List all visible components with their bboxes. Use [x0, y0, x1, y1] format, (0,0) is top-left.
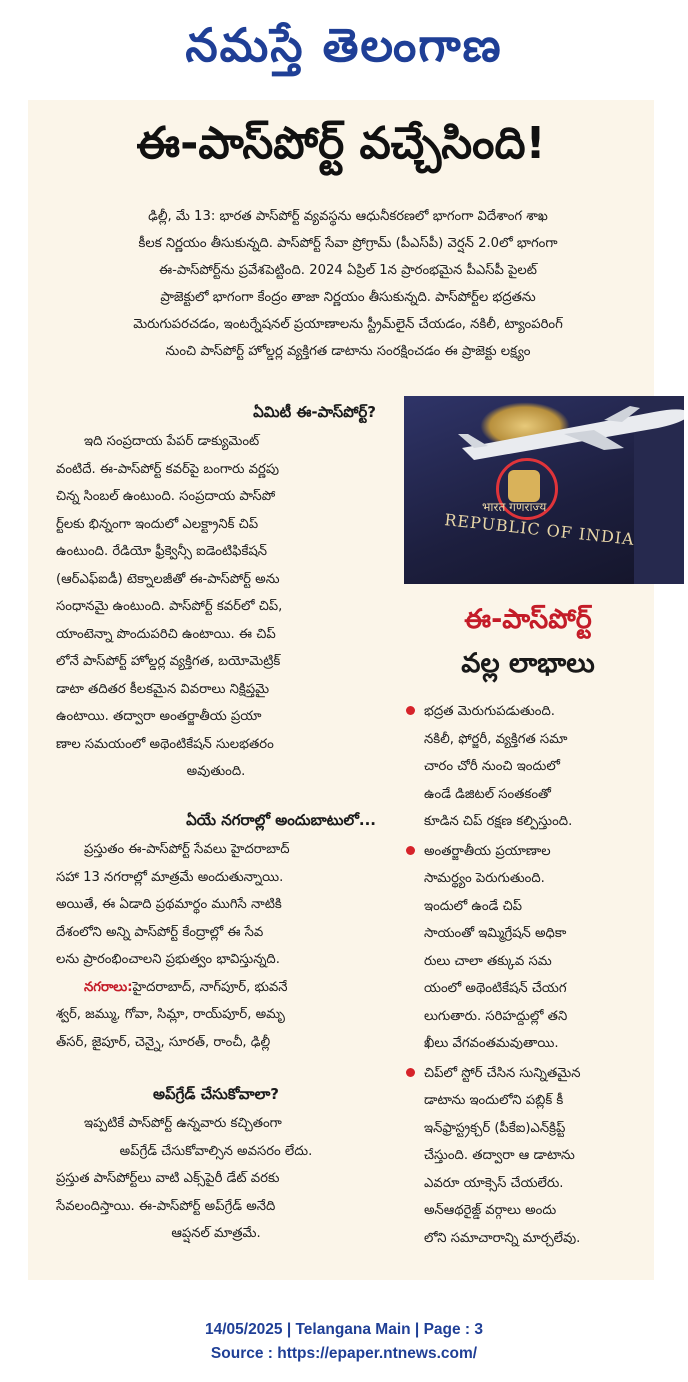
lead-line: ప్రాజెక్టులో భాగంగా కేంద్రం తాజా నిర్ణయం తీసుకున్నది. పాస్‌పోర్ట్‌ల భద్రతను [160, 290, 536, 305]
lead-line: ఢిల్లీ, మే 13: భారత పాస్‌పోర్ట్ వ్యవస్థను ఆధునీకరణలో భాగంగా విదేశాంగ శాఖ [148, 209, 548, 224]
cities-line: త్‌సర్, జైపూర్, చెన్నై, సూరత్, రాంచీ, ఢిల్లీ [56, 1034, 271, 1050]
benefit-line: నకిలీ, ఫోర్జరీ, వ్యక్తిగత సమా [424, 731, 568, 747]
body-line: యాంటెన్నా పొందుపరిచి ఉంటాయి. ఈ చిప్ [56, 626, 276, 642]
benefit-line: ఎవరూ యాక్సెస్ చేయలేరు. [424, 1175, 564, 1191]
body-line: అయితే, ఈ ఏడాది ప్రథమార్థం ముగిసే నాటికి [56, 897, 282, 912]
body-line: ప్రస్తుత పాస్‌పోర్ట్‌లు వాటి ఎక్స్‌పైరీ డేట్ వరకు [56, 1171, 280, 1186]
body-line: ఆప్షనల్ మాత్రమే. [171, 1226, 261, 1241]
newspaper-masthead: నమస్తే తెలంగాణ [185, 18, 503, 72]
body-line: ణాల సమయంలో అథెంటికేషన్ సులభతరం [56, 736, 274, 752]
body-line: డాటా తదితర కీలకమైన వివరాలు నిక్షిప్తమై [56, 681, 270, 697]
body-line: ప్రస్తుతం ఈ-పాస్‌పోర్ట్ సేవలు హైదరాబాద్ [84, 842, 290, 857]
benefit-line: సాయంతో ఇమ్మిగ్రేషన్ అధికా [424, 926, 567, 941]
benefit-line: లుగుతారు. సరిహద్దుల్లో తని [424, 1008, 568, 1024]
benefits-heading [404, 598, 652, 686]
benefit-line: సామర్థ్యం పెరుగుతుంది. [424, 871, 545, 886]
benefits-heading-line1: ఈ-పాస్‌పోర్ట్ [464, 604, 592, 635]
benefit-line: భద్రత మెరుగుపడుతుంది. [424, 704, 555, 719]
benefit-item [404, 1060, 652, 1253]
body-line: సహా 13 నగరాల్లో మాత్రమే అందుతున్నాయి. [56, 869, 284, 885]
benefit-line: ఖీలు వేగవంతమవుతాయి. [424, 1036, 559, 1051]
section-body [56, 1110, 376, 1248]
bullet-icon [406, 846, 415, 855]
section-body [56, 428, 376, 786]
benefit-line: అంతర్జాతీయ ప్రయాణాల [424, 843, 551, 859]
lead-line: నుంచి పాస్‌పోర్ట్ హోల్డర్ల వ్యక్తిగత డాటాను సంరక్షించడం ఈ ప్రాజెక్టు లక్ష్యం [165, 344, 531, 359]
section-heading: అప్‌గ్రేడ్ చేసుకోవాలా? [153, 1085, 279, 1103]
cities-text: హైదరాబాద్, నాగ్‌పూర్, భువనే [132, 979, 288, 995]
benefit-item [404, 838, 652, 1058]
body-line: సంధానమై ఉంటుంది. పాస్‌పోర్ట్ కవర్‌లో చిప్, [56, 599, 283, 614]
benefit-line: లోని సమాచారాన్ని మార్చలేవు. [424, 1230, 581, 1246]
footer-date-line: 14/05/2025 | Telangana Main | Page : 3 [204, 1321, 484, 1338]
lead-line: ఈ-పాస్‌పోర్ట్‌ను ప్రవేశపెట్టింది. 2024 ఏప్రిల్ 1న ప్రారంభమైన పీఎస్‌పీ పైలట్ [159, 263, 537, 278]
footer-source-line[interactable]: Source : https://epaper.ntnews.com/ [210, 1345, 478, 1362]
benefit-line: చేస్తుంది. తద్వారా ఆ డాటాను [424, 1148, 575, 1163]
airplane-icon [454, 404, 684, 464]
bullet-icon [406, 1068, 415, 1077]
body-line: ఇది సంప్రదాయ పేపర్ డాక్యుమెంట్ [84, 434, 260, 449]
section-heading: ఏయే నగరాల్లో అందుబాటులో... [186, 811, 376, 829]
section-upgrade [56, 1078, 376, 1248]
benefits-heading-line2: వల్ల లాభాలు [461, 648, 595, 679]
benefit-line: చిప్‌లో స్టోర్ చేసిన సున్నితమైన [424, 1065, 581, 1081]
section-heading: ఏమిటీ ఈ-పాస్‌పోర్ట్? [253, 403, 376, 421]
body-line: ఉంటాయి. తద్వారా అంతర్జాతీయ ప్రయా [56, 709, 262, 724]
body-line: అవుతుంది. [186, 764, 246, 779]
body-line: దేశంలోని అన్ని పాస్‌పోర్ట్ కేంద్రాల్లో ఈ సేవ [56, 924, 264, 940]
body-line: ర్ట్‌లకు భిన్నంగా ఇందులో ఎలక్ట్రానిక్ చిప్ [56, 516, 259, 532]
body-line: వంటిదే. ఈ-పాస్‌పోర్ట్ కవర్‌పై బంగారు వర్ణపు [56, 461, 279, 477]
benefit-line: అన్‌ఆథరైజ్డ్ వర్గాలు అందు [424, 1203, 557, 1218]
cities-line [56, 974, 376, 1002]
benefit-line: డాటాను ఇందులోని పబ్లిక్ కీ [424, 1093, 564, 1108]
page-footer [0, 1318, 688, 1366]
benefit-line: రులు చాలా తక్కువ సమ [424, 953, 552, 969]
article-headline: ఈ-పాస్‌పోర్ట్ వచ్చేసింది! [136, 118, 546, 169]
benefit-line: చారం చోరీ నుంచి ఇందులో [424, 759, 560, 774]
lead-line: మెరుగుపరచడం, ఇంటర్నేషనల్ ప్రయాణాలను స్ట్రీమ్‌లైన్ చేయడం, నకిలీ, ట్యాంపరింగ్ [133, 317, 563, 332]
body-line: ఇప్పటికే పాస్‌పోర్ట్ ఉన్నవారు కచ్చితంగా [84, 1116, 282, 1131]
benefit-item [404, 698, 652, 836]
body-line: ఉంటుంది. రేడియో ఫ్రీక్వెన్సీ ఐడెంటిఫికేషన్ [56, 544, 268, 559]
section-what-is [56, 396, 376, 786]
benefit-line: యంలో అథెంటికేషన్ చేయగ [424, 981, 567, 996]
article-lead [56, 203, 640, 365]
body-line: చిన్న సింబల్ ఉంటుంది. సంప్రదాయ పాస్‌పో [56, 489, 276, 504]
cities-line: శ్వర్, జమ్ము, గోవా, సిమ్లా, రాయ్‌పూర్, అమృ [56, 1007, 285, 1022]
benefit-line: ఇందులో ఉండే చిప్ [424, 898, 523, 914]
benefit-line: ఉండే డిజిటల్ సంతకంతో [424, 786, 551, 802]
section-body [56, 836, 376, 1056]
passport-photo [404, 396, 684, 584]
cover-text-hindi: भारत गणराज्य [482, 500, 547, 514]
cities-label: నగరాలు: [84, 979, 133, 995]
body-line: అప్‌గ్రేడ్ చేసుకోవాల్సిన అవసరం లేదు. [119, 1143, 313, 1159]
section-cities [56, 804, 376, 1056]
benefit-line: ఇన్‌ఫ్రాస్ట్రక్చర్ (పీకేఐ)ఎన్‌క్రిప్ట్ [424, 1120, 566, 1136]
body-line: లోనే పాస్‌పోర్ట్ హోల్డర్ల వ్యక్తిగత, బయోమెట్రిక్ [56, 654, 281, 669]
benefits-list [404, 698, 652, 1254]
benefit-line: కూడిన చిప్ రక్షణ కల్పిస్తుంది. [424, 814, 573, 829]
bullet-icon [406, 706, 415, 715]
lead-line: కీలక నిర్ణయం తీసుకున్నది. పాస్‌పోర్ట్ సేవా ప్రోగ్రామ్ (పీఎస్‌పీ) వెర్షన్ 2.0లో భాగంగా [138, 236, 558, 251]
cover-text: REPUBLIC OF INDIA [443, 510, 636, 549]
body-line: లను ప్రారంభించాలని ప్రభుత్వం భావిస్తున్నది. [56, 952, 280, 967]
body-line: (ఆర్‌ఎఫ్‌ఐడీ) టెక్నాలజీతో ఈ-పాస్‌పోర్ట్ అను [56, 571, 280, 587]
body-line: సేవలందిస్తాయి. ఈ-పాస్‌పోర్ట్ అప్‌గ్రేడ్ అనేది [56, 1198, 276, 1214]
